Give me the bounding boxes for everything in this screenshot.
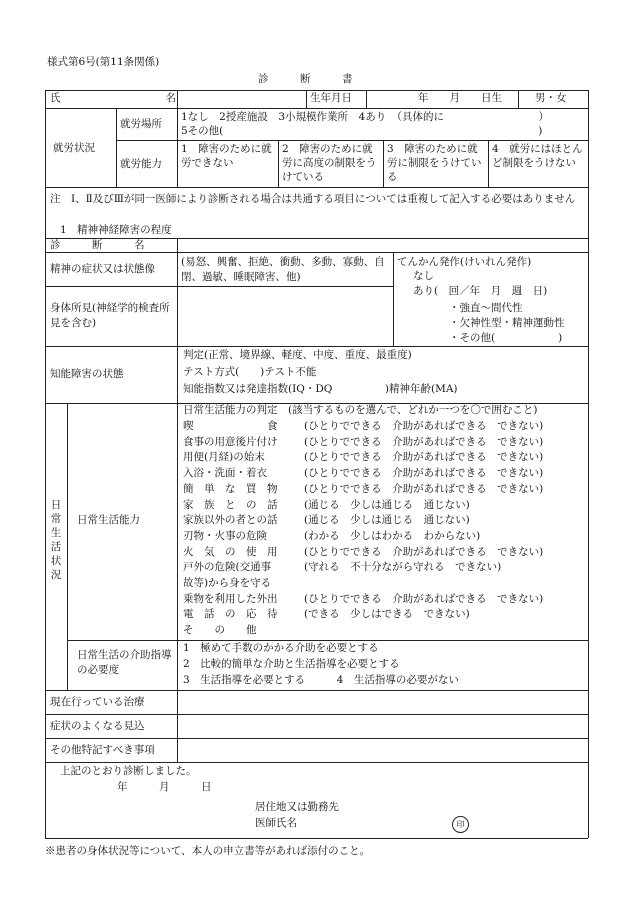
daily-item-name: 電 話 の 応 待 (183, 608, 278, 620)
work-ability-option-1: 1 障害のために就労できない (181, 143, 272, 169)
daily-item-name: 戸外の危険(交通事 (183, 561, 272, 573)
daily-item-choices: (守れる 不十分ながら守れる できない) (304, 561, 502, 573)
daily-item-choices: (ひとりでできる 介助があればできる できない) (304, 593, 544, 605)
seal-mark: 印 (452, 816, 469, 833)
form-number: 様式第6号(第11条関係) (47, 56, 160, 68)
diagnosis-statement: 上記のとおり診断しました。 (60, 765, 197, 777)
doctor-name-label: 医師氏名 (255, 817, 297, 829)
epilepsy-type-2: ・欠神性型・精神運動性 (449, 317, 565, 329)
daily-item-name: 食事の用意後片付け (183, 436, 278, 448)
daily-item-name: 用便(月経)の始末 (183, 451, 265, 463)
daily-item-choices: (ひとりでできる 介助があればできる できない) (304, 436, 544, 448)
diagnosis-label: 診 断 名 (50, 239, 145, 251)
intellect-line-2: テスト方式( )テスト不能 (183, 366, 317, 378)
daily-item-choices: (ひとりでできる 介助があればできる できない) (304, 467, 544, 479)
work-ability-option-2: 2 障害のために就労に高度の制限をうけている (282, 143, 377, 183)
epilepsy-present: あり( 回／年 月 週 日) (413, 285, 548, 297)
workplace-line1: 1なし 2授産施設 3小規模作業所 4あり （具体的に ） (181, 111, 549, 123)
daily-item-name: 簡 単 な 買 物 (183, 483, 278, 495)
address-label: 居住地又は勤務先 (255, 801, 339, 813)
symptoms-label: 精神の症状又は状態像 (50, 263, 155, 275)
daily-item-choices: (ひとりでできる 介助があればできる できない) (304, 420, 544, 432)
epilepsy-type-1: ・強直～間代性 (449, 302, 523, 314)
work-ability-label: 就労能力 (120, 158, 162, 170)
care-option-2: 2 比較的簡単な介助と生活指導を必要とする (183, 658, 400, 670)
epilepsy-heading: てんかん発作(けいれん発作) (397, 256, 532, 268)
prognosis-label: 症状のよくなる見込 (50, 720, 145, 732)
daily-item-name: 家族以外の者との話 (183, 514, 278, 526)
name-label: 氏 名 (50, 92, 176, 104)
care-option-1: 1 極めて手数のかかる介助を必要とする (183, 642, 379, 654)
daily-item-choices: (わかる 少しはわかる わからない) (304, 530, 481, 542)
symptoms-options: (易怒、興奮、拒絶、衝動、多動、寡動、自閉、過敏、睡眠障害、他) (181, 256, 385, 283)
work-ability-option-3: 3 障害のために就労に制限をうけている (387, 143, 482, 183)
daily-item-name: 入浴・洗面・着衣 (183, 467, 267, 479)
care-option-3-4: 3 生活指導を必要とする 4 生活指導の必要がない (183, 674, 459, 686)
physical-findings-label: 身体所見(神経学的検査所見を含む) (50, 302, 170, 329)
other-notes-label: その他特記すべき事項 (50, 744, 155, 756)
employment-label: 就労状況 (53, 142, 95, 154)
daily-item-choices: (ひとりでできる 介助があればできる できない) (304, 546, 544, 558)
work-ability-option-4: 4 就労にはほとんど制限をうけない (492, 143, 583, 169)
care-need-label: 日常生活の介助指導の必要度 (77, 649, 172, 676)
intellect-label: 知能障害の状態 (50, 368, 124, 380)
daily-item-name: 刃物・火事の危険 (183, 530, 267, 542)
daily-ability-intro: 日常生活能力の判定 (該当するものを選んで、どれか一つを〇で囲むこと) (183, 404, 538, 416)
daily-item-name: 喫 食 (183, 420, 278, 432)
workplace-label: 就労場所 (120, 118, 162, 130)
intellect-line-3: 知能指数又は発達指数(IQ・DQ )精神年齢(MA) (183, 383, 458, 395)
daily-item-name: そ の 他 (183, 624, 257, 636)
daily-item-choices: (通じる 少しは通じる 通じない) (304, 499, 470, 511)
daily-item-choices: (通じる 少しは通じる 通じない) (304, 514, 470, 526)
document-title: 診 断 書 (258, 73, 353, 85)
daily-ability-label: 日常生活能力 (77, 514, 140, 526)
diagnosis-date: 年 月 日 (117, 781, 212, 793)
daily-item-choices: (ひとりでできる 介助があればできる できない) (304, 451, 544, 463)
epilepsy-none: なし (413, 270, 434, 282)
daily-item-choices: (できる 少しはできる できない) (304, 608, 470, 620)
daily-item-name: 家 族 と の 話 (183, 499, 278, 511)
intellect-line-1: 判定(正常、境界線、軽度、中度、重度、最重度) (183, 349, 412, 361)
daily-item-name: 乗物を利用した外出 (183, 593, 278, 605)
daily-life-vertical-label: 日常生活状況 (50, 499, 62, 581)
note-text: 注 Ⅰ、Ⅱ及びⅢが同一医師により診断される場合は共通する項目については重複して記入する必要はありません (50, 193, 576, 205)
section-1-title: 1 精神神経障害の程度 (60, 224, 172, 236)
treatment-label: 現在行っている治療 (50, 696, 145, 708)
workplace-line2: 5その他( ) (181, 125, 543, 137)
daily-item-name: 故等)から身を守る (183, 577, 272, 589)
daily-item-name: 火 気 の 使 用 (183, 546, 278, 558)
sex-options: 男・女 (535, 92, 567, 104)
epilepsy-type-3: ・その他( ) (449, 332, 563, 344)
birthdate-value: 年 月 日生 (418, 92, 502, 104)
daily-item-choices: (ひとりでできる 介助があればできる できない) (304, 483, 544, 495)
birthdate-label: 生年月日 (310, 92, 352, 104)
bottom-note: ※患者の身体状況等について、本人の申立書等があれば添付のこと。 (45, 845, 371, 857)
